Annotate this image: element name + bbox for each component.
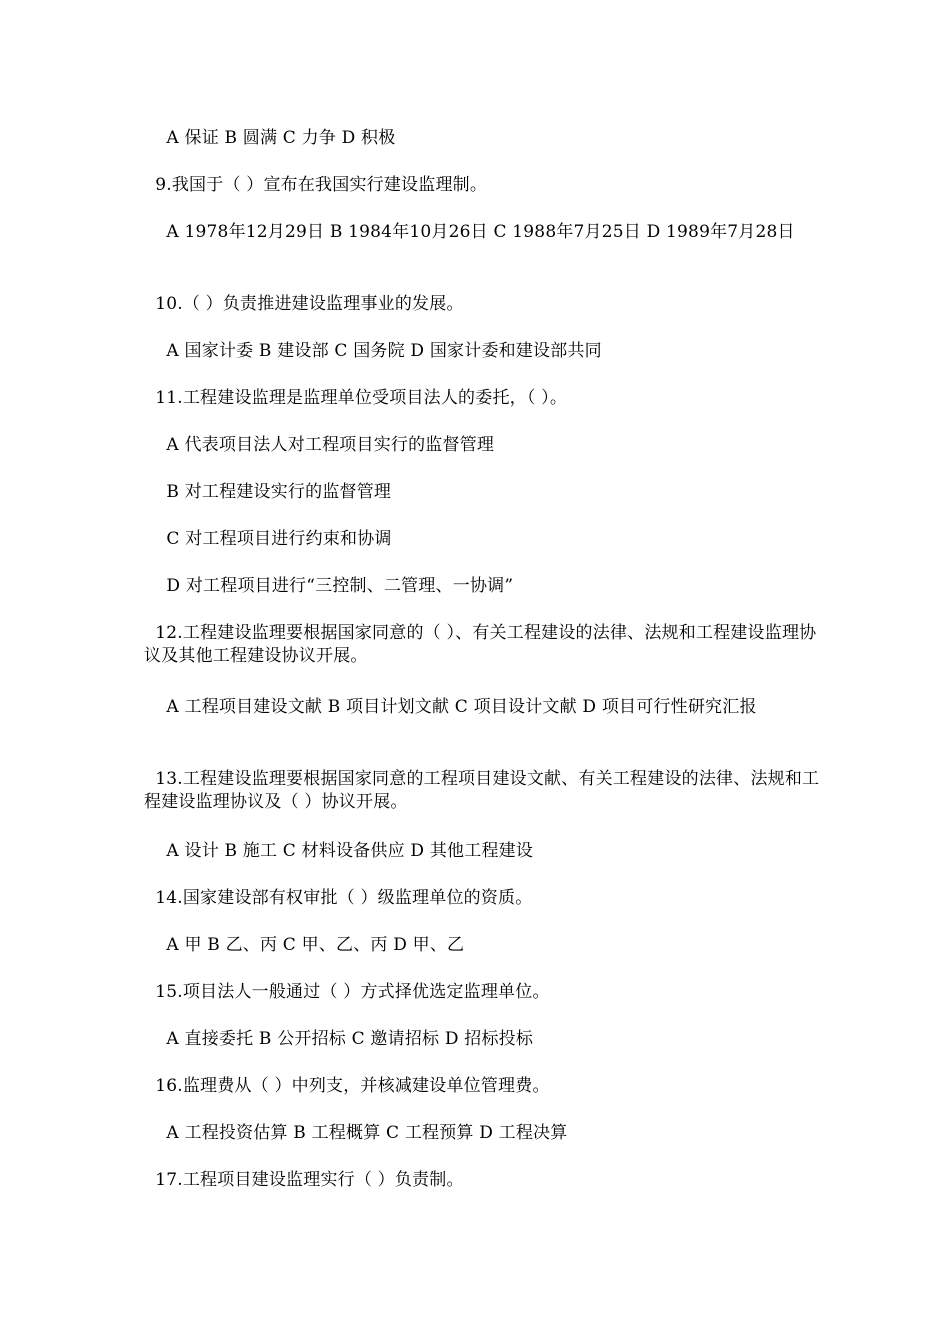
q17-question: 17.工程项目建设监理实行（ ）负责制。 xyxy=(144,1170,464,1190)
q10-options: A 国家计委 B 建设部 C 国务院 D 国家计委和建设部共同 xyxy=(144,341,602,361)
q15-question: 15.项目法人一般通过（ ）方式择优选定监理单位。 xyxy=(144,982,550,1002)
q10-question: 10.（ ）负责推进建设监理事业的发展。 xyxy=(144,294,464,314)
q16-options: A 工程投资估算 B 工程概算 C 工程预算 D 工程决算 xyxy=(144,1123,568,1143)
q11-option-b: B 对工程建设实行的监督管理 xyxy=(144,482,392,502)
q9-question: 9.我国于（ ）宣布在我国实行建设监理制。 xyxy=(144,175,488,195)
q15-options: A 直接委托 B 公开招标 C 邀请招标 D 招标投标 xyxy=(144,1029,534,1049)
q13-question: 13.工程建设监理要根据国家同意的工程项目建设文献、有关工程建设的法律、法规和工程建设监理协议及（ ）协议开展。 xyxy=(144,769,820,812)
q12-question: 12.工程建设监理要根据国家同意的（ ）、有关工程建设的法律、法规和工程建设监理协议及其他工程建设协议开展。 xyxy=(144,623,817,666)
q14-options: A 甲 B 乙、丙 C 甲、乙、丙 D 甲、乙 xyxy=(144,935,465,955)
q8-options: A 保证 B 圆满 C 力争 D 积极 xyxy=(144,128,396,148)
q11-question: 11.工程建设监理是监理单位受项目法人的委托，（ ）。 xyxy=(144,388,568,408)
q9-options: A 1978年12月29日 B 1984年10月26日 C 1988年7月25日 D 1989年7月28日 xyxy=(144,222,795,242)
q12-options: A 工程项目建设文献 B 项目计划文献 C 项目设计文献 D 项目可行性研究汇报 xyxy=(144,697,757,717)
q11-option-a: A 代表项目法人对工程项目实行的监督管理 xyxy=(144,435,495,455)
q13-options: A 设计 B 施工 C 材料设备供应 D 其他工程建设 xyxy=(144,841,534,861)
q11-option-d: D 对工程项目进行“三控制、二管理、一协调” xyxy=(144,576,514,596)
q11-option-c: C 对工程项目进行约束和协调 xyxy=(144,529,392,549)
q14-question: 14.国家建设部有权审批（ ）级监理单位的资质。 xyxy=(144,888,533,908)
q16-question: 16.监理费从（ ）中列支，并核减建设单位管理费。 xyxy=(144,1076,550,1096)
